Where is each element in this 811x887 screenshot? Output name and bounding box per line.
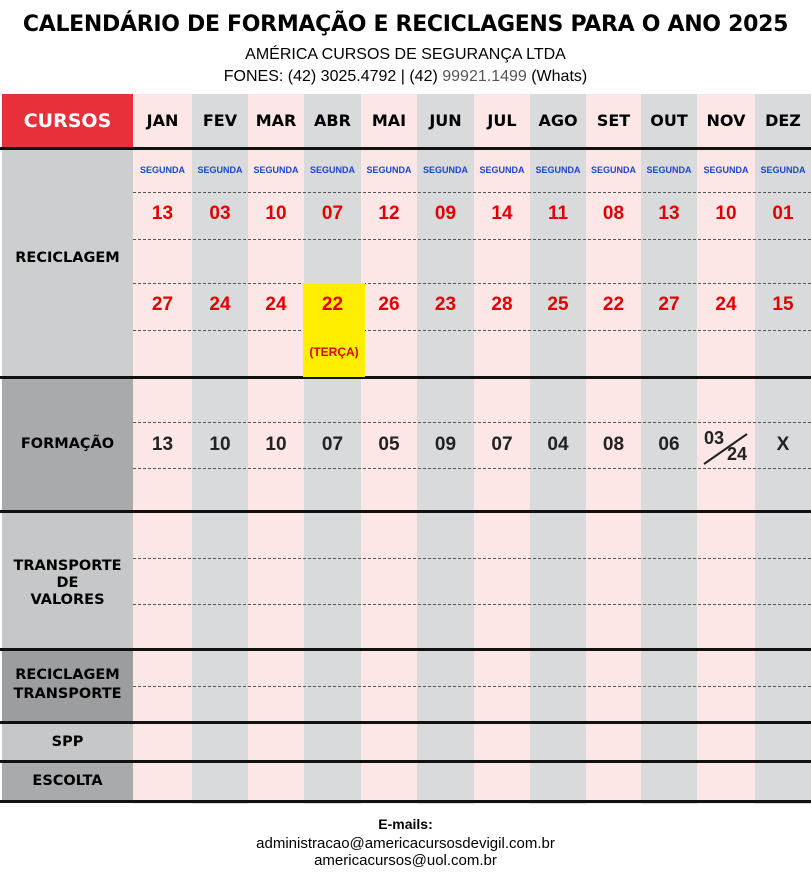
formacao-date-out: 06 [658, 434, 680, 455]
formacao-date-nov [699, 426, 755, 466]
phones-suffix: (Whats) [526, 68, 588, 85]
reciclagem-date-1-mar: 10 [265, 203, 287, 224]
weekday-label: SEGUNDA [703, 165, 749, 175]
month-fev: FEV [202, 111, 238, 130]
phones-prefix: FONES: (42) 3025.4792 | (42) [223, 68, 443, 85]
dash-line [133, 686, 811, 687]
divider-formacao [0, 510, 811, 513]
dash-line [133, 558, 811, 559]
reciclagem-date-2-nov: 24 [715, 294, 737, 315]
formacao-date-jan: 13 [151, 434, 174, 455]
month-mai: MAI [371, 111, 407, 130]
month-set: SET [596, 111, 631, 130]
formacao-nov-end: 24 [727, 444, 748, 464]
month-out: OUT [650, 111, 688, 130]
dash-line [133, 239, 811, 240]
month-nov: NOV [706, 111, 746, 130]
formacao-nov-start: 03 [704, 428, 725, 448]
dash-line [133, 330, 811, 331]
month-jun: JUN [429, 111, 462, 130]
weekday-label: SEGUNDA [535, 165, 581, 175]
reciclagem-date-2-set: 22 [602, 294, 625, 315]
formacao-date-fev: 10 [209, 434, 231, 455]
formacao-date-jul: 07 [491, 434, 513, 455]
reciclagem-date-1-jul: 14 [491, 203, 513, 224]
reciclagem-date-2-dez: 15 [772, 294, 794, 315]
divider-transporte [0, 648, 811, 651]
reciclagem-date-1-mai: 12 [378, 203, 400, 224]
reciclagem-date-1-abr: 07 [321, 203, 344, 224]
weekday-label: SEGUNDA [590, 165, 636, 175]
divider-bottom [0, 800, 811, 803]
dash-line [133, 604, 811, 605]
weekday-label: SEGUNDA [422, 165, 468, 175]
reciclagem-date-2-ago: 25 [547, 294, 569, 315]
email-link-1[interactable]: administracao@americacursosdevigil.com.br [256, 835, 555, 852]
reciclagem-date-1-dez: 01 [772, 203, 794, 224]
weekday-label: SEGUNDA [309, 165, 355, 175]
month-abr: ABR [314, 111, 351, 130]
formacao-date-mai: 05 [378, 434, 400, 455]
reciclagem-date-1-fev: 03 [209, 203, 231, 224]
dash-line [133, 283, 811, 284]
row-label-reciclagem-transporte-2: TRANSPORTE [13, 686, 122, 702]
divider-spp [0, 760, 811, 763]
row-label-transporte-1: TRANSPORTE [13, 558, 122, 574]
formacao-date-jun: 09 [434, 434, 457, 455]
reciclagem-date-2-fev: 24 [209, 294, 231, 315]
company-name: AMÉRICA CURSOS DE SEGURANÇA LTDA [245, 46, 566, 63]
reciclagem-date-2-jan: 27 [151, 294, 174, 315]
formacao-date-abr: 07 [321, 434, 344, 455]
reciclagem-date-1-jun: 09 [434, 203, 457, 224]
calendar-table [0, 94, 811, 804]
month-ago: AGO [538, 111, 578, 130]
weekday-label: SEGUNDA [646, 165, 692, 175]
divider-reciclagem [0, 376, 811, 379]
dash-line [133, 192, 811, 193]
whatsapp-number: 99921.1499 [442, 68, 527, 85]
row-label-reciclagem-transporte-1: RECICLAGEM [15, 667, 120, 683]
reciclagem-date-2-jul: 28 [491, 294, 513, 315]
reciclagem-date-2-abr: 22 [321, 294, 344, 315]
reciclagem-date-2-mar: 24 [265, 294, 287, 315]
reciclagem-date-1-ago: 11 [547, 203, 569, 224]
exception-note-terca: (TERÇA) [309, 345, 359, 359]
row-label-spp: SPP [51, 734, 84, 750]
email-link-2[interactable]: americacursos@uol.com.br [314, 852, 497, 869]
row-label-transporte-3: VALORES [30, 592, 105, 608]
weekday-label: SEGUNDA [197, 165, 243, 175]
dash-line [133, 468, 811, 469]
divider-header [0, 147, 811, 150]
formacao-date-set: 08 [602, 434, 625, 455]
reciclagem-date-2-jun: 23 [434, 294, 457, 315]
formacao-date-mar: 10 [265, 434, 287, 455]
page-title: CALENDÁRIO DE FORMAÇÃO E RECICLAGENS PARA O ANO 2025 [22, 12, 789, 37]
month-mar: MAR [255, 111, 297, 130]
month-jan: JAN [146, 111, 179, 130]
weekday-label: SEGUNDA [139, 165, 185, 175]
row-label-reciclagem: RECICLAGEM [15, 250, 120, 266]
divider-reciclagem-transporte [0, 721, 811, 724]
formacao-date-ago: 04 [547, 434, 569, 455]
reciclagem-date-1-out: 13 [658, 203, 680, 224]
weekday-label: SEGUNDA [253, 165, 299, 175]
formacao-date-dez: X [776, 434, 790, 455]
emails-title: E-mails: [378, 816, 433, 832]
reciclagem-date-2-out: 27 [658, 294, 680, 315]
weekday-label: SEGUNDA [479, 165, 525, 175]
phone-line [0, 68, 811, 86]
cursos-header: CURSOS [2, 94, 133, 147]
reciclagem-date-1-nov: 10 [715, 203, 737, 224]
weekday-label: SEGUNDA [366, 165, 412, 175]
dash-line [133, 422, 811, 423]
month-dez: DEZ [765, 111, 801, 130]
reciclagem-date-2-mai: 26 [378, 294, 400, 315]
row-label-formacao: FORMAÇÃO [20, 436, 115, 452]
weekday-label: SEGUNDA [760, 165, 806, 175]
reciclagem-date-1-jan: 13 [151, 203, 174, 224]
row-label-transporte-2: DE [56, 575, 79, 591]
row-label-escolta: ESCOLTA [32, 773, 103, 789]
reciclagem-date-1-set: 08 [602, 203, 625, 224]
month-jul: JUL [487, 111, 517, 130]
